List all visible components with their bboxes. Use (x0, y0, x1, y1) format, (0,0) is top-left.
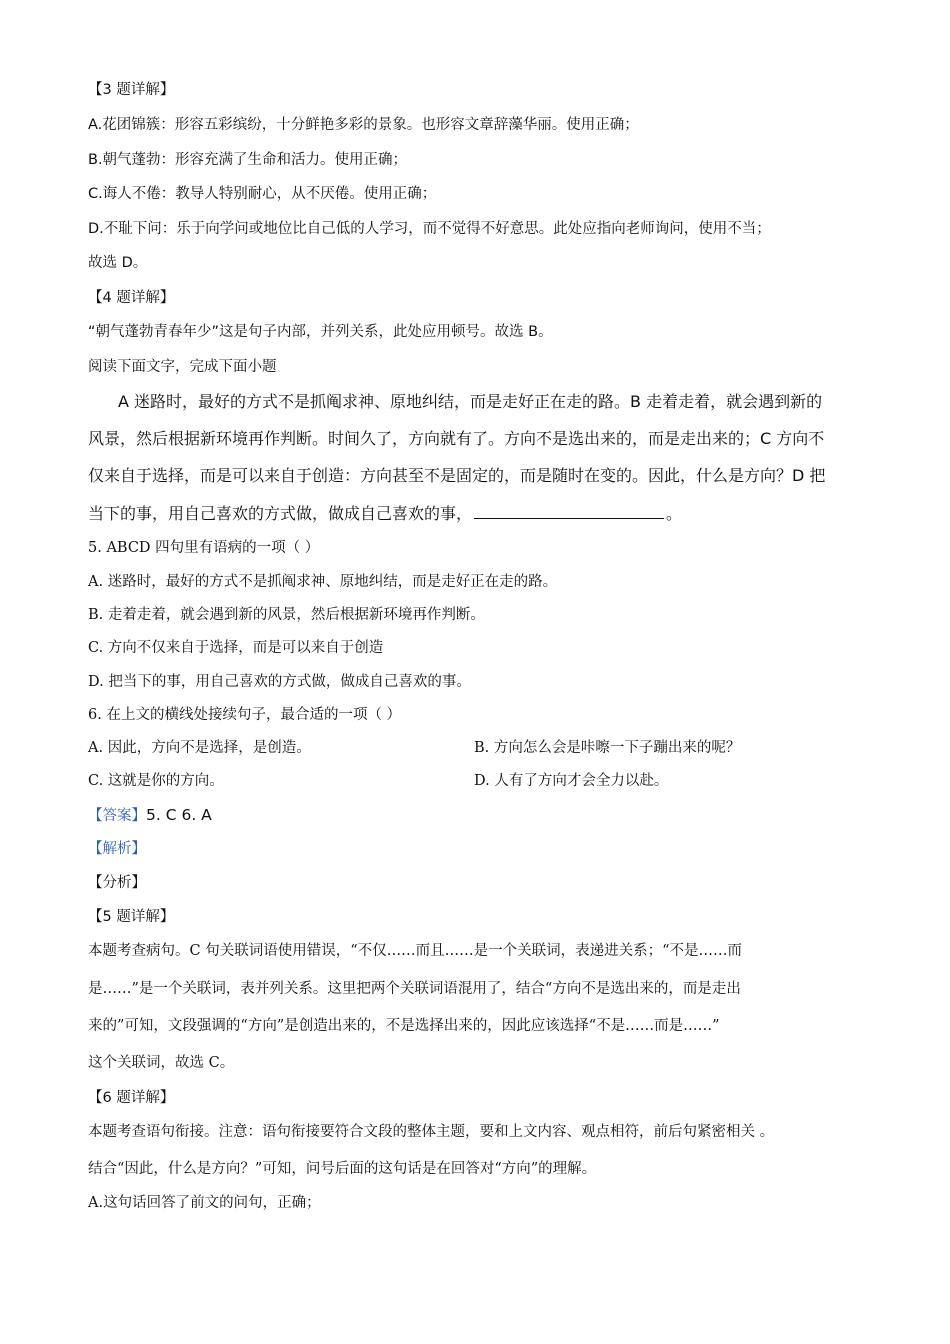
q5-option-a: A. 迷路时，最好的方式不是抓阄求神、原地纠结，而是走好正在走的路。 (88, 574, 558, 590)
q3-option-d: D.不耻下问：乐于向学问或地位比自己低的人学习，而不觉得不好意思。此处应指向老师询问，使用不当； (88, 221, 771, 237)
q6-option-b: B. 方向怎么会是咔嚓一下子蹦出来的呢？ (474, 740, 741, 756)
answer-value: 5. C 6. A (146, 806, 212, 824)
q3-answer: 故选 D。 (88, 255, 148, 271)
passage-line-2: 风景，然后根据新环境再作判断。时间久了，方向就有了。方向不是选出来的，而是走出来的；C 方向不 (88, 429, 825, 448)
q5-option-d: D. 把当下的事，用自己喜欢的方式做，做成自己喜欢的事。 (88, 674, 471, 690)
q3-option-a: A.花团锦簇：形容五彩缤纷，十分鲜艳多彩的景象。也形容文章辞藻华丽。使用正确； (88, 117, 639, 133)
q6-option-a: A. 因此，方向不是选择，是创造。 (88, 740, 311, 756)
section-heading-q5: 【5 题详解】 (88, 909, 175, 925)
q6-explanation-line-3: A.这句话回答了前文的问句，正确； (88, 1195, 321, 1211)
passage-line-4-end: 。 (666, 504, 683, 523)
passage-line-3: 仅来自于选择，而是可以来自于创造：方向甚至不是固定的，而是随时在变的。因此，什么是方向？D 把 (88, 466, 826, 485)
q5-explanation-line-2: 是……”是一个关联词，表并列关系。这里把两个关联词语混用了，结合“方向不是选出来的，而是走出 (88, 981, 741, 997)
section-heading-q4: 【4 题详解】 (88, 290, 175, 306)
reading-instruction: 阅读下面文字，完成下面小题 (88, 359, 277, 375)
section-heading-q6: 【6 题详解】 (88, 1090, 175, 1106)
q5-explanation-line-4: 这个关联词，故选 C。 (88, 1055, 235, 1071)
fill-blank (474, 502, 664, 519)
q5-option-b: B. 走着走着，就会遇到新的风景，然后根据新环境再作判断。 (88, 607, 485, 623)
q5-stem: 5. ABCD 四句里有语病的一项（ ） (88, 540, 320, 556)
q6-option-c: C. 这就是你的方向。 (88, 773, 224, 789)
q6-stem: 6. 在上文的横线处接续句子，最合适的一项（ ） (88, 707, 402, 723)
section-heading-q3: 【3 题详解】 (88, 82, 175, 98)
q4-explanation: “朝气蓬勃青春年少”这是句子内部，并列关系，此处应用顿号。故选 B。 (88, 324, 553, 340)
q6-option-d: D. 人有了方向才会全力以赴。 (474, 773, 669, 789)
q3-option-b: B.朝气蓬勃：形容充满了生命和活力。使用正确； (88, 152, 408, 168)
passage-line-4-text: 当下的事，用自己喜欢的方式做，做成自己喜欢的事， (88, 504, 473, 523)
q5-option-c: C. 方向不仅来自于选择，而是可以来自于创造 (88, 640, 384, 656)
q5-explanation-line-1: 本题考查病句。C 句关联词语使用错误，“不仅……而且……是一个关联词，表递进关系；“不是……而 (88, 943, 743, 959)
answer-label: 【答案】 (88, 808, 146, 824)
passage-line-1: A 迷路时，最好的方式不是抓阄求神、原地纠结，而是走好正在走的路。B 走着走着，就会遇到新的 (118, 392, 823, 411)
q5-explanation-line-3: 来的”可知，文段强调的“方向”是创造出来的，不是选择出来的，因此应该选择“不是……而是……” (88, 1018, 720, 1034)
q6-explanation-line-1: 本题考查语句衔接。注意：语句衔接要符合文段的整体主题，要和上文内容、观点相符，前后句紧密相关 。 (88, 1124, 775, 1140)
passage-line-4 (88, 502, 682, 525)
answer-row (88, 805, 212, 826)
fenxi-heading: 【分析】 (88, 875, 146, 891)
q6-explanation-line-2: 结合“因此，什么是方向？”可知，问号后面的这句话是在回答对“方向”的理解。 (88, 1161, 597, 1177)
q3-option-c: C.诲人不倦：教导人特别耐心，从不厌倦。使用正确； (88, 186, 437, 202)
analysis-label: 【解析】 (88, 841, 146, 857)
